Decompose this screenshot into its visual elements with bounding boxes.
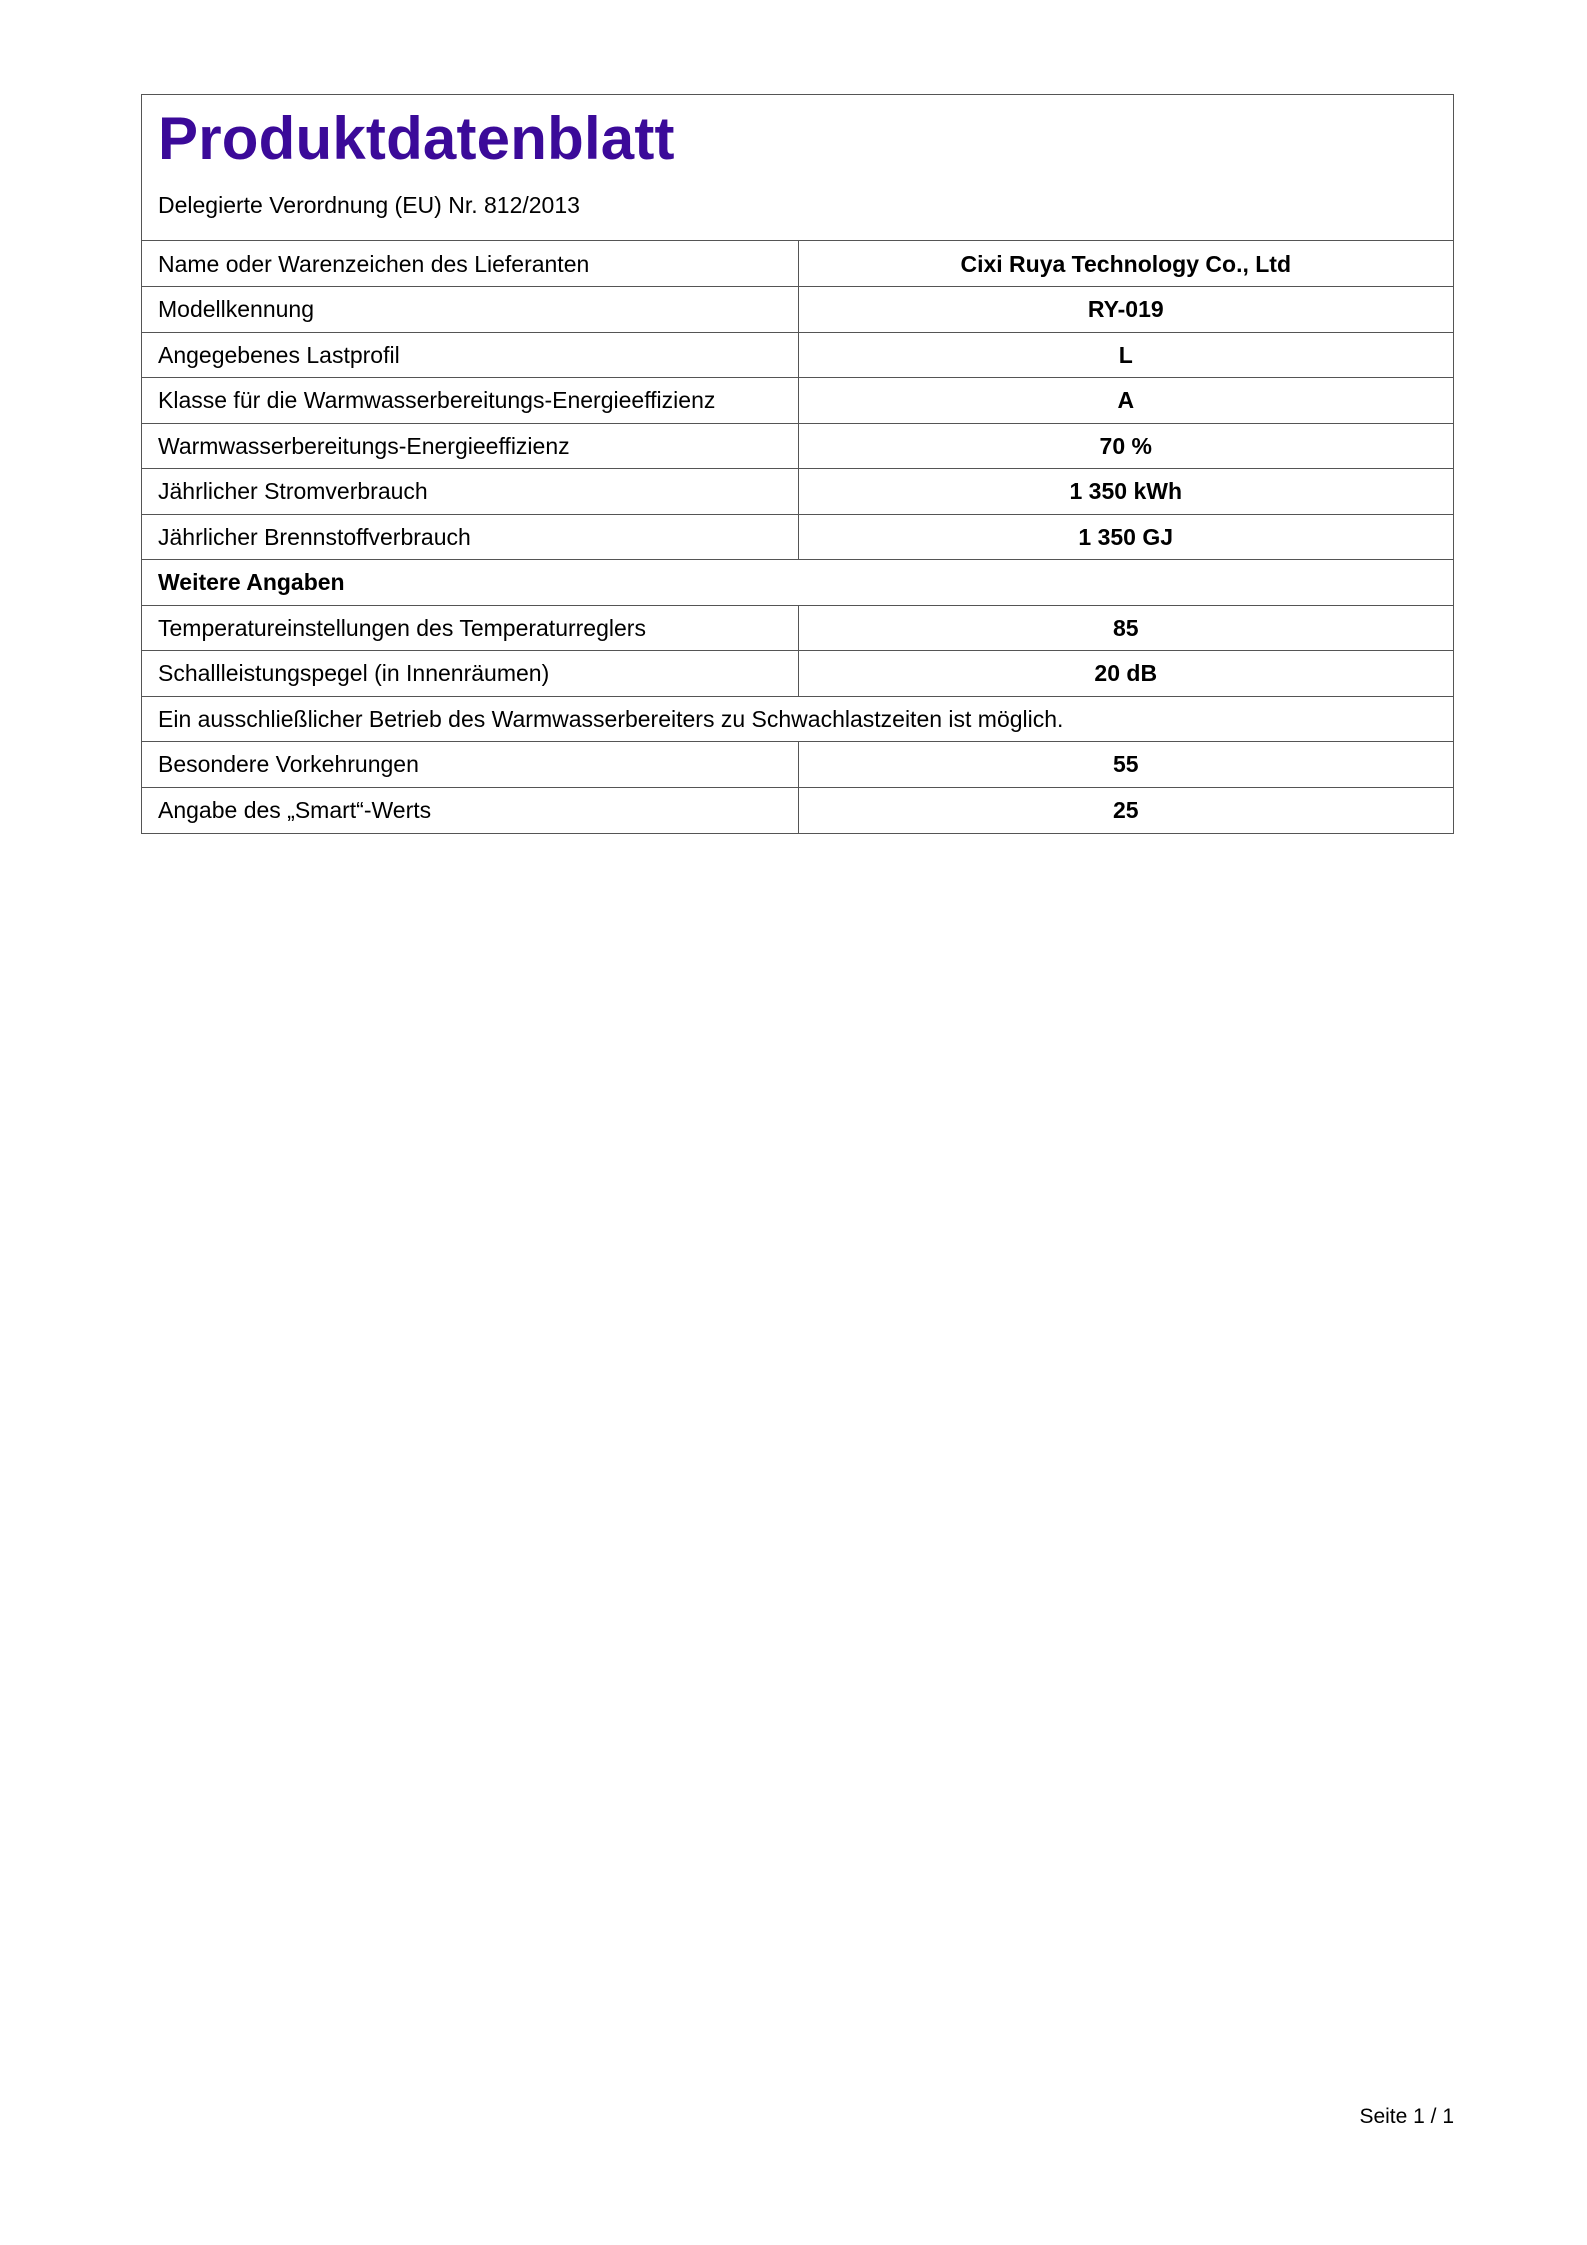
thermostat-label: Temperatureinstellungen des Temperaturreglers bbox=[142, 605, 798, 651]
load-profile-value: L bbox=[798, 332, 1453, 378]
table-row-supplier bbox=[142, 241, 1453, 287]
supplier-value: Cixi Ruya Technology Co., Ltd bbox=[960, 250, 1292, 277]
page-number: Seite 1 / 1 bbox=[1359, 2105, 1454, 2128]
table-row-sound bbox=[142, 651, 1453, 697]
regulation-reference: Delegierte Verordnung (EU) Nr. 812/2013 bbox=[158, 192, 580, 218]
table-row-load-profile bbox=[142, 332, 1453, 378]
fuel-value: 1 350 GJ bbox=[798, 514, 1453, 560]
table-row-model bbox=[142, 287, 1453, 333]
table-row-electricity bbox=[142, 469, 1453, 515]
sheet-header bbox=[142, 95, 1453, 241]
table-row-efficiency-class bbox=[142, 378, 1453, 424]
table-row-offpeak-note bbox=[142, 696, 1453, 742]
efficiency-class-value: A bbox=[798, 378, 1453, 424]
smart-value: 25 bbox=[798, 787, 1453, 833]
supplier-label: Name oder Warenzeichen des Lieferanten bbox=[142, 241, 798, 287]
electricity-label: Jährlicher Stromverbrauch bbox=[142, 469, 798, 515]
product-data-table bbox=[142, 241, 1453, 833]
fuel-label: Jährlicher Brennstoffverbrauch bbox=[142, 514, 798, 560]
precautions-label: Besondere Vorkehrungen bbox=[142, 742, 798, 788]
efficiency-value: 70 % bbox=[798, 423, 1453, 469]
section-heading-further-info: Weitere Angaben bbox=[142, 560, 1453, 606]
efficiency-class-label: Klasse für die Warmwasserbereitungs-Energieeffizienz bbox=[142, 378, 798, 424]
table-row-smart bbox=[142, 787, 1453, 833]
smart-label: Angabe des „Smart“-Werts bbox=[142, 787, 798, 833]
offpeak-note: Ein ausschließlicher Betrieb des Warmwasserbereiters zu Schwachlastzeiten ist möglich. bbox=[142, 696, 1453, 742]
model-label: Modellkennung bbox=[142, 287, 798, 333]
load-profile-label: Angegebenes Lastprofil bbox=[142, 332, 798, 378]
sound-label: Schallleistungspegel (in Innenräumen) bbox=[142, 651, 798, 697]
table-row-fuel bbox=[142, 514, 1453, 560]
page-title: Produktdatenblatt bbox=[158, 105, 675, 172]
table-row-thermostat bbox=[142, 605, 1453, 651]
precautions-value: 55 bbox=[798, 742, 1453, 788]
table-row-section-further bbox=[142, 560, 1453, 606]
table-row-precautions bbox=[142, 742, 1453, 788]
thermostat-value: 85 bbox=[798, 605, 1453, 651]
efficiency-label: Warmwasserbereitungs-Energieeffizienz bbox=[142, 423, 798, 469]
product-data-sheet bbox=[141, 94, 1454, 834]
electricity-value: 1 350 kWh bbox=[798, 469, 1453, 515]
table-row-efficiency bbox=[142, 423, 1453, 469]
sound-value: 20 dB bbox=[798, 651, 1453, 697]
model-value: RY-019 bbox=[798, 287, 1453, 333]
